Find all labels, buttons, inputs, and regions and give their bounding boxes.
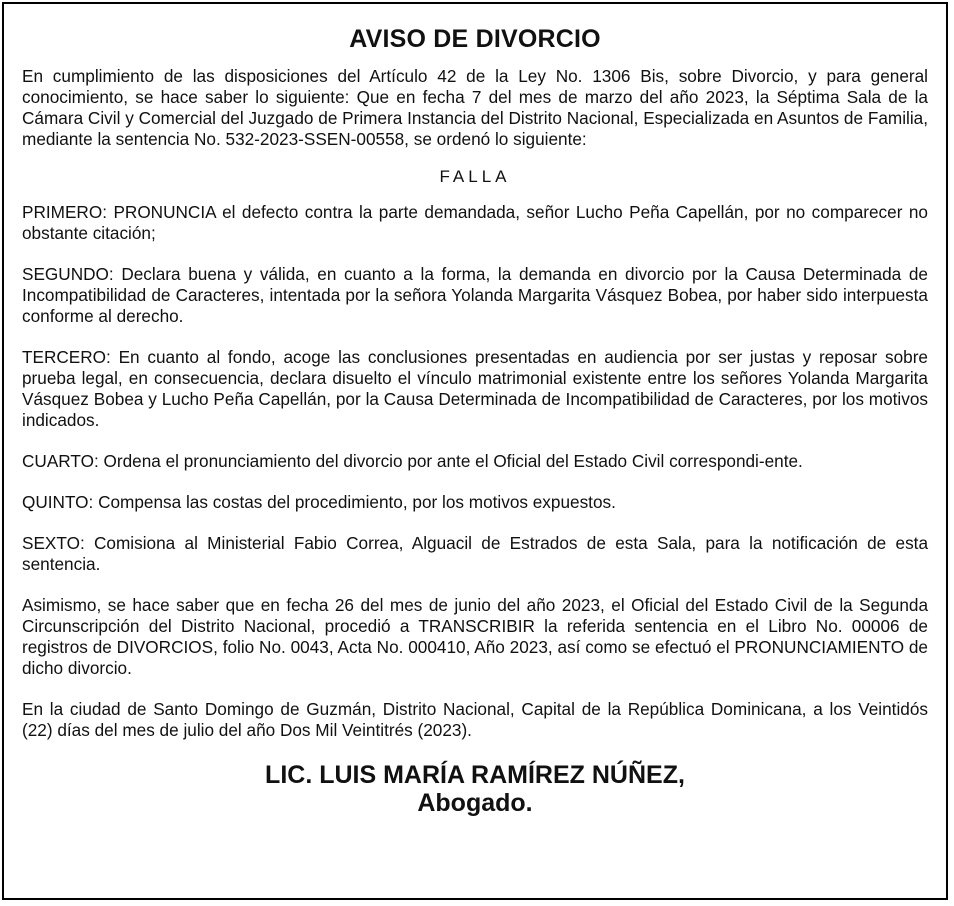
ruling-sexto: SEXTO: Comisiona al Ministerial Fabio Correa, Alguacil de Estrados de esta Sala, para la notificación de esta sentencia. — [22, 533, 928, 574]
signature-title: Abogado. — [417, 789, 533, 817]
intro-paragraph: En cumplimiento de las disposiciones del Artículo 42 de la Ley No. 1306 Bis, sobre Divorcio, y para general conocimiento, se hace saber lo siguiente: Que en fecha 7 del mes de marzo del año 2023, la Séptima Sala de la Cámara Civil y Comercial del Juzgado de Primera Instancia del Distrito Nacional, Especializada en Asuntos de Familia, mediante la sentencia No. 532-2023-SSEN-00558, se ordenó lo siguiente: — [22, 66, 928, 149]
transcription-paragraph: Asimismo, se hace saber que en fecha 26 del mes de junio del año 2023, el Oficial del Estado Civil de la Segunda Circunscripción del Distrito Nacional, procedió a TRANSCRIBIR la referida sentencia en el Libro No. 00006 de registros de DIVORCIOS, folio No. 0043, Acta No. 000410, Año 2023, así como se efectuó el PRONUNCIAMIENTO de dicho divorcio. — [22, 595, 928, 678]
closing-paragraph: En la ciudad de Santo Domingo de Guzmán, Distrito Nacional, Capital de la República Dominicana, a los Veintidós (22) días del mes de julio del año Dos Mil Veintitrés (2023). — [22, 699, 928, 740]
ruling-quinto: QUINTO: Compensa las costas del procedimiento, por los motivos expuestos. — [22, 492, 616, 512]
ruling-segundo: SEGUNDO: Declara buena y válida, en cuanto a la forma, la demanda en divorcio por la Causa Determinada de Incompatibilidad de Caracteres, intentada por la señora Yolanda Margarita Vásquez Bobea, por haber sido interpuesta conforme al derecho. — [22, 264, 928, 326]
divorce-notice — [2, 2, 948, 900]
ruling-primero: PRIMERO: PRONUNCIA el defecto contra la parte demandada, señor Lucho Peña Capellán, por no comparecer no obstante citación; — [22, 202, 928, 243]
notice-title: AVISO DE DIVORCIO — [349, 25, 601, 53]
signature-block — [22, 761, 928, 817]
ruling-cuarto: CUARTO: Ordena el pronunciamiento del divorcio por ante el Oficial del Estado Civil correspondi-ente. — [22, 451, 803, 471]
ruling-tercero: TERCERO: En cuanto al fondo, acoge las conclusiones presentadas en audiencia por ser justas y reposar sobre prueba legal, en consecuencia, declara disuelto el vínculo matrimonial existente entre los señores Yolanda Margarita Vásquez Bobea y Lucho Peña Capellán, por la Causa Determinada de Incompatibilidad de Caracteres, por los motivos indicados. — [22, 347, 928, 430]
signature-name: LIC. LUIS MARÍA RAMÍREZ NÚÑEZ, — [265, 761, 685, 789]
falla-heading: FALLA — [439, 167, 511, 186]
